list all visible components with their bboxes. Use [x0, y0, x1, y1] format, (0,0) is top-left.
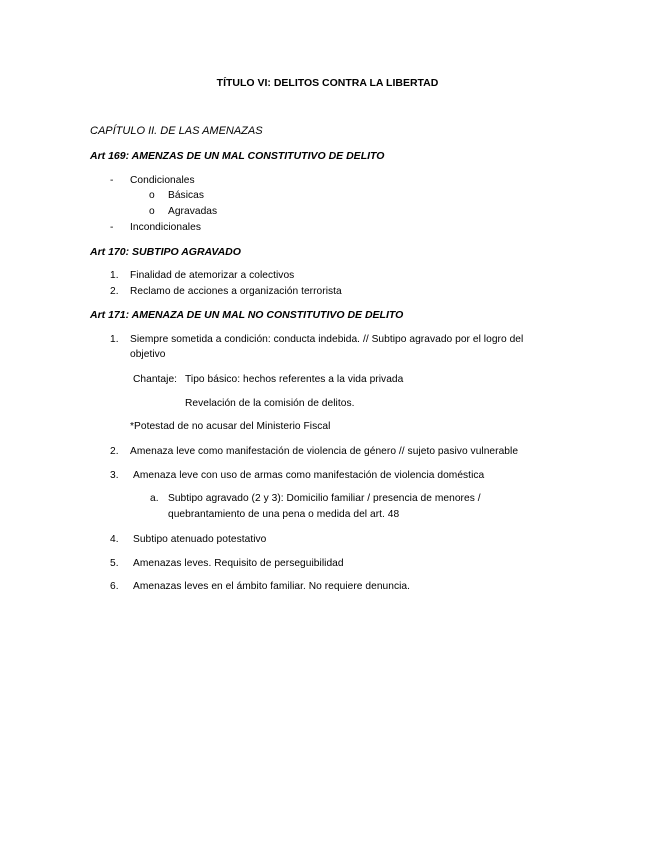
list-number: 3.	[110, 470, 119, 481]
list-item-incondicionales: Incondicionales	[130, 222, 201, 233]
list-item: Amenazas leves. Requisito de perseguibilidad	[133, 558, 344, 569]
list-number: 1.	[110, 334, 119, 345]
note-text: *Potestad de no acusar del Ministerio Fiscal	[130, 421, 331, 432]
chapter-heading: CAPÍTULO II. DE LAS AMENAZAS	[90, 125, 263, 137]
list-bullet: o	[149, 190, 155, 201]
list-item: Finalidad de atemorizar a colectivos	[130, 270, 295, 281]
art-171-heading: Art 171: AMENAZA DE UN MAL NO CONSTITUTIVO DE DELITO	[90, 309, 404, 321]
list-number: 2.	[110, 446, 119, 457]
list-item-continuation: objetivo	[130, 349, 166, 360]
list-number: 6.	[110, 581, 119, 592]
chantaje-text: Revelación de la comisión de delitos.	[185, 398, 355, 409]
chantaje-label: Chantaje:	[133, 374, 178, 385]
list-item: Subtipo atenuado potestativo	[133, 534, 267, 545]
art-170-heading: Art 170: SUBTIPO AGRAVADO	[90, 246, 241, 258]
page-title: TÍTULO VI: DELITOS CONTRA LA LIBERTAD	[216, 77, 439, 89]
list-number: 5.	[110, 558, 119, 569]
list-number: 4.	[110, 534, 119, 545]
list-dash: -	[110, 175, 114, 186]
list-dash: -	[110, 222, 114, 233]
list-item-condicionales: Condicionales	[130, 175, 195, 186]
list-item: Reclamo de acciones a organización terrorista	[130, 286, 342, 297]
list-item-basicas: Básicas	[168, 190, 205, 201]
list-number: 2.	[110, 286, 119, 297]
sublist-item-continuation: quebrantamiento de una pena o medida del art. 48	[168, 509, 400, 520]
sublist-item: Subtipo agravado (2 y 3): Domicilio familiar / presencia de menores /	[168, 493, 481, 504]
list-item: Amenazas leves en el ámbito familiar. No requiere denuncia.	[133, 581, 411, 592]
chantaje-text: Tipo básico: hechos referentes a la vida privada	[185, 374, 404, 385]
sublist-letter: a.	[150, 493, 159, 504]
list-item: Amenaza leve con uso de armas como manifestación de violencia doméstica	[133, 470, 485, 481]
list-item: Siempre sometida a condición: conducta indebida. // Subtipo agravado por el logro del	[130, 334, 524, 345]
list-number: 1.	[110, 270, 119, 281]
art-169-heading: Art 169: AMENZAS DE UN MAL CONSTITUTIVO DE DELITO	[90, 150, 385, 162]
list-item-agravadas: Agravadas	[168, 206, 218, 217]
list-item: Amenaza leve como manifestación de violencia de género // sujeto pasivo vulnerable	[130, 446, 519, 457]
list-bullet: o	[149, 206, 155, 217]
